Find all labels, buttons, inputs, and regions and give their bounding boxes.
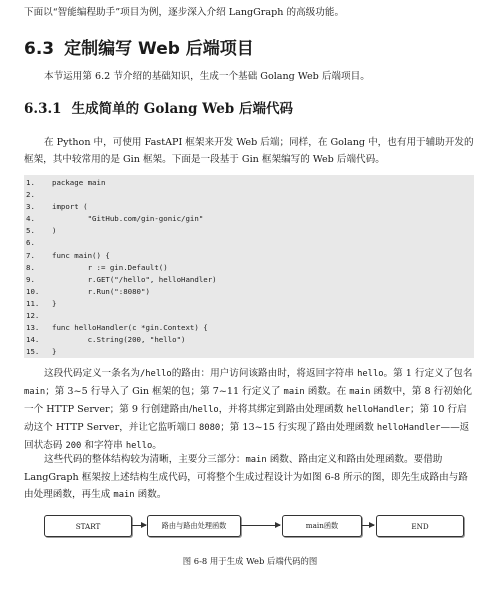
- code-line: [24, 286, 474, 298]
- text-run: 函数。在: [304, 386, 350, 397]
- text-run: 。第 1 行定义了包名: [383, 368, 473, 379]
- code-line-text: import (: [52, 202, 88, 212]
- flow-node-end: END: [376, 515, 464, 537]
- code-line-text: }: [52, 298, 57, 308]
- text-run: 函数、路由定义和路由处理函数。要借助 LangGraph 框架按上述结构生成代码，可将整个生成过程设计为如图 6-8 所示的图，即先生成路由与路由处理函数，再生成: [24, 454, 468, 500]
- code-line: [24, 334, 474, 346]
- code-line: [24, 177, 474, 189]
- code-line: [24, 274, 474, 286]
- code-line: [24, 189, 474, 201]
- intro-paragraph: 下面以“智能编程助手”项目为例，逐步深入介绍 LangGraph 的高级功能。: [24, 7, 345, 18]
- code-line-number: 12.: [26, 311, 40, 321]
- text-run: ；第 3~5 行导入了 Gin 框架的包；第 7~11 行定义了: [45, 386, 284, 397]
- code-line-number: 3.: [26, 202, 35, 212]
- code-line: [24, 310, 474, 322]
- inline-code: 8080: [199, 423, 221, 433]
- inline-code: /hello: [139, 369, 172, 379]
- code-line-number: 1.: [26, 178, 35, 187]
- subsection-title: 生成简单的 Golang Web 后端代码: [71, 101, 293, 117]
- subsection-paragraph: 在 Python 中，可使用 FastAPI 框架来开发 Web 后端；同样，在 Golang 中，也有用于辅助开发的框架，其中较常用的是 Gin 框架。下面是一段基于 Gin 框架编写的 Web 后端代码。: [24, 137, 474, 165]
- inline-code: main: [113, 490, 135, 500]
- code-line-number: 13.: [26, 323, 40, 333]
- code-line-number: 4.: [26, 214, 35, 224]
- inline-code: main: [349, 387, 371, 397]
- code-line-text: "GitHub.com/gin-gonic/gin": [52, 214, 204, 224]
- section-paragraph: 本节运用第 6.2 节介绍的基础知识，生成一个基础 Golang Web 后端项目。: [44, 71, 370, 82]
- code-line-number: 7.: [26, 250, 35, 260]
- flow-node-routes: 路由与路由处理函数: [147, 515, 241, 537]
- flow-arrow: [241, 525, 280, 526]
- inline-code: helloHandler: [376, 423, 441, 433]
- flow-arrow: [362, 525, 374, 526]
- text-run: 。: [152, 440, 162, 451]
- code-line-text: ): [52, 226, 57, 236]
- code-line: [24, 322, 474, 334]
- text-run: ——返回状态码: [24, 422, 470, 451]
- code-line: [24, 237, 474, 249]
- code-line-text: c.String(200, "hello"): [52, 335, 186, 345]
- text-run: ；第 10 行启动这个 HTTP Server，并让它监听端口: [24, 404, 467, 433]
- code-line-number: 10.: [26, 286, 40, 296]
- code-line: [24, 298, 474, 310]
- code-line-number: 6.: [26, 238, 35, 248]
- inline-code: main: [283, 387, 305, 397]
- code-line: [24, 346, 474, 358]
- flow-arrow: [132, 525, 146, 526]
- subsection-number: 6.3.1: [24, 101, 62, 117]
- code-line: [24, 213, 474, 225]
- figure-caption: 图 6-8 用于生成 Web 后端代码的图: [182, 556, 318, 566]
- code-line-number: 15.: [26, 347, 40, 357]
- code-line-number: 14.: [26, 335, 40, 345]
- code-line-text: r := gin.Default(): [52, 262, 168, 272]
- text-run: ，并将其绑定到路由处理函数: [218, 404, 347, 415]
- inline-code: 200: [65, 441, 82, 451]
- structure-paragraph: [24, 451, 476, 504]
- subsection-heading: [24, 97, 293, 117]
- inline-code: hello: [125, 441, 153, 451]
- flow-diagram: [44, 515, 464, 545]
- text-run: 的路由：用户访问该路由时，将返回字符串: [171, 368, 358, 379]
- code-line: [24, 201, 474, 213]
- code-line-number: 9.: [26, 274, 35, 284]
- code-line-number: 11.: [26, 298, 40, 308]
- code-line-text: r.GET("/hello", helloHandler): [52, 274, 217, 284]
- code-line-text: package main: [52, 178, 106, 187]
- inline-code: helloHandler: [346, 405, 411, 415]
- explanation-paragraph: [24, 365, 476, 455]
- code-line: [24, 262, 474, 274]
- section-number: 6.3: [24, 39, 55, 59]
- code-block: [24, 175, 474, 358]
- code-line: [24, 225, 474, 237]
- text-run: 这段代码定义一条名为: [44, 368, 140, 379]
- code-line-text: func helloHandler(c *gin.Context) {: [52, 323, 208, 333]
- text-run: 函数。: [134, 489, 167, 500]
- code-line-text: func main() {: [52, 250, 110, 260]
- code-line-number: 2.: [26, 190, 35, 200]
- inline-code: main: [245, 455, 267, 465]
- section-heading: [24, 34, 254, 59]
- code-line-number: 8.: [26, 262, 35, 272]
- text-run: 和字符串: [81, 440, 126, 451]
- text-run: 函数中，第 8 行初始化一个 HTTP Server；第 9 行创建路由/: [24, 386, 473, 415]
- inline-code: main: [24, 387, 46, 397]
- code-line-number: 5.: [26, 226, 35, 236]
- text-run: ；第 13~15 行实现了路由处理函数: [220, 422, 377, 433]
- section-title: 定制编写 Web 后端项目: [64, 39, 254, 59]
- flow-node-start: START: [44, 515, 132, 537]
- inline-code: hello: [192, 405, 219, 415]
- code-line-text: r.Run(":8080"): [52, 286, 150, 296]
- flow-node-main: main函数: [282, 515, 362, 537]
- text-run: 这些代码的整体结构较为清晰，主要分三部分：: [44, 454, 246, 465]
- code-line: [24, 250, 474, 262]
- code-line-text: }: [52, 347, 57, 357]
- inline-code: hello: [357, 369, 384, 379]
